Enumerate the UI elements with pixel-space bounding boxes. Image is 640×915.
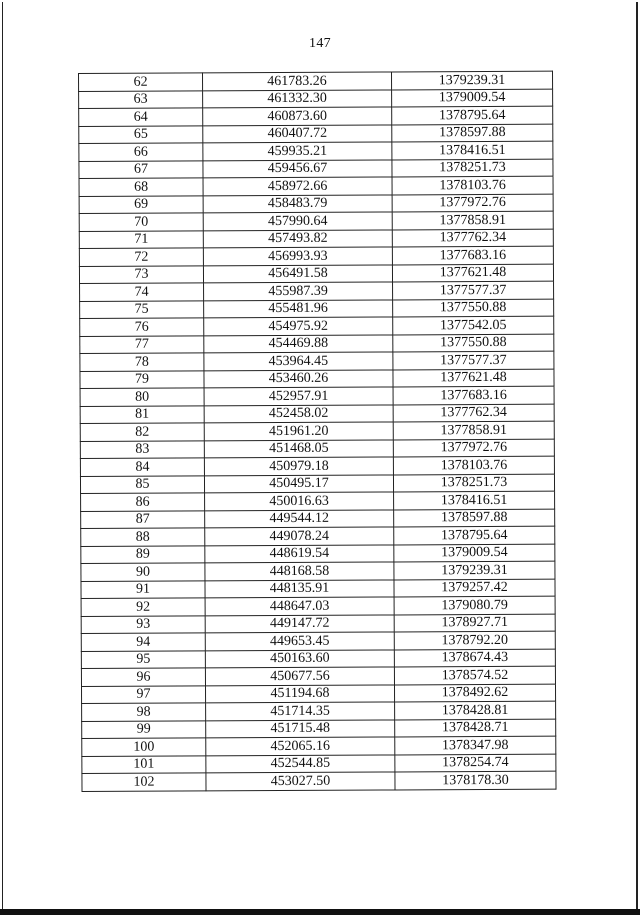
y-coordinate-cell: 1379009.54 [392,89,553,107]
x-coordinate-cell: 450016.63 [205,492,394,510]
x-coordinate-cell: 461783.26 [203,72,392,90]
x-coordinate-cell: 454469.88 [204,334,393,352]
table-row [80,386,554,406]
y-coordinate-cell: 1378795.64 [394,526,555,544]
y-coordinate-cell: 1379257.42 [394,579,555,597]
table-row [79,141,553,161]
y-coordinate-cell: 1377762.34 [393,404,554,422]
x-coordinate-cell: 450163.60 [205,649,394,667]
x-coordinate-cell: 449078.24 [205,527,394,545]
y-coordinate-cell: 1378574.52 [394,666,555,684]
y-coordinate-cell: 1377550.88 [393,334,554,352]
table-row [80,404,554,424]
table-row [82,736,556,756]
table-row [81,684,555,704]
table-row [80,299,554,319]
point-number-cell: 99 [82,720,206,738]
x-coordinate-cell: 449147.72 [205,614,394,632]
point-number-cell: 62 [79,73,203,91]
point-number-cell: 93 [81,615,205,633]
point-number-cell: 76 [80,318,204,336]
point-number-cell: 81 [80,405,204,423]
x-coordinate-cell: 449653.45 [205,632,394,650]
y-coordinate-cell: 1378795.64 [392,106,553,124]
point-number-cell: 100 [82,738,206,756]
y-coordinate-cell: 1379009.54 [394,544,555,562]
x-coordinate-cell: 450979.18 [204,457,393,475]
table-row [82,771,556,791]
x-coordinate-cell: 451468.05 [204,439,393,457]
table-row [80,421,554,441]
table-row [80,474,554,494]
table-row [80,351,554,371]
table-row [81,596,555,616]
table-row [81,631,555,651]
point-number-cell: 64 [79,108,203,126]
y-coordinate-cell: 1378428.71 [395,719,556,737]
y-coordinate-cell: 1378792.20 [394,631,555,649]
y-coordinate-cell: 1378103.76 [393,456,554,474]
point-number-cell: 80 [80,388,204,406]
y-coordinate-cell: 1377621.48 [393,369,554,387]
x-coordinate-cell: 454975.92 [204,317,393,335]
x-coordinate-cell: 460407.72 [203,124,392,142]
table-row [81,561,555,581]
y-coordinate-cell: 1377577.37 [393,351,554,369]
x-coordinate-cell: 452957.91 [204,387,393,405]
x-coordinate-cell: 457990.64 [203,212,392,230]
point-number-cell: 92 [81,598,205,616]
coordinate-table [78,71,557,792]
y-coordinate-cell: 1377972.76 [392,194,553,212]
point-number-cell: 65 [79,125,203,143]
y-coordinate-cell: 1377550.88 [393,299,554,317]
point-number-cell: 71 [79,230,203,248]
y-coordinate-cell: 1378428.81 [395,701,556,719]
y-coordinate-cell: 1378103.76 [392,176,553,194]
x-coordinate-cell: 451714.35 [206,702,395,720]
table-row [79,106,553,126]
x-coordinate-cell: 448647.03 [205,597,394,615]
x-coordinate-cell: 453964.45 [204,352,393,370]
point-number-cell: 67 [79,160,203,178]
y-coordinate-cell: 1378416.51 [392,141,553,159]
table-row [79,89,553,109]
table-row [79,211,553,231]
y-coordinate-cell: 1377972.76 [393,439,554,457]
y-coordinate-cell: 1378416.51 [394,491,555,509]
table-row [79,124,553,144]
point-number-cell: 94 [81,633,205,651]
y-coordinate-cell: 1378492.62 [394,684,555,702]
table-row [80,439,554,459]
table-row [80,281,554,301]
coordinate-table-body [79,71,557,791]
y-coordinate-cell: 1377858.91 [392,211,553,229]
point-number-cell: 101 [82,755,206,773]
table-row [81,579,555,599]
table-row [80,316,554,336]
x-coordinate-cell: 448168.58 [205,562,394,580]
x-coordinate-cell: 453460.26 [204,369,393,387]
point-number-cell: 79 [80,370,204,388]
table-row [79,159,553,179]
x-coordinate-cell: 457493.82 [203,229,392,247]
point-number-cell: 97 [81,685,205,703]
y-coordinate-cell: 1379239.31 [394,561,555,579]
table-row [81,649,555,669]
x-coordinate-cell: 459456.67 [203,159,392,177]
x-coordinate-cell: 456993.93 [203,247,392,265]
scan-bottom-edge [0,909,640,915]
point-number-cell: 74 [80,283,204,301]
y-coordinate-cell: 1379080.79 [394,596,555,614]
table-row [81,491,555,511]
x-coordinate-cell: 455481.96 [204,299,393,317]
point-number-cell: 69 [79,195,203,213]
table-row [82,754,556,774]
point-number-cell: 90 [81,563,205,581]
point-number-cell: 102 [82,773,206,791]
table-row [79,176,553,196]
table-row [82,701,556,721]
point-number-cell: 63 [79,90,203,108]
x-coordinate-cell: 455987.39 [204,282,393,300]
x-coordinate-cell: 451961.20 [204,422,393,440]
point-number-cell: 83 [80,440,204,458]
y-coordinate-cell: 1377621.48 [392,264,553,282]
x-coordinate-cell: 451715.48 [206,719,395,737]
x-coordinate-cell: 449544.12 [205,509,394,527]
y-coordinate-cell: 1378597.88 [392,124,553,142]
table-row [79,229,553,249]
x-coordinate-cell: 460873.60 [203,107,392,125]
point-number-cell: 70 [79,213,203,231]
x-coordinate-cell: 458972.66 [203,177,392,195]
point-number-cell: 82 [80,423,204,441]
y-coordinate-cell: 1377762.34 [392,229,553,247]
table-row [82,719,556,739]
x-coordinate-cell: 452544.85 [206,754,395,772]
table-row [80,369,554,389]
y-coordinate-cell: 1378254.74 [395,754,556,772]
y-coordinate-cell: 1377577.37 [393,281,554,299]
table-row [81,509,555,529]
table-row [80,334,554,354]
point-number-cell: 66 [79,143,203,161]
point-number-cell: 77 [80,335,204,353]
point-number-cell: 85 [80,475,204,493]
x-coordinate-cell: 459935.21 [203,142,392,160]
table-row [80,456,554,476]
point-number-cell: 73 [79,265,203,283]
point-number-cell: 96 [81,668,205,686]
y-coordinate-cell: 1377683.16 [392,246,553,264]
table-row [79,264,553,284]
point-number-cell: 68 [79,178,203,196]
y-coordinate-cell: 1378251.73 [393,474,554,492]
y-coordinate-cell: 1378674.43 [394,649,555,667]
x-coordinate-cell: 450677.56 [205,667,394,685]
y-coordinate-cell: 1379239.31 [391,71,552,89]
x-coordinate-cell: 458483.79 [203,194,392,212]
x-coordinate-cell: 461332.30 [203,89,392,107]
point-number-cell: 84 [80,458,204,476]
y-coordinate-cell: 1377858.91 [393,421,554,439]
table-row [81,544,555,564]
table-row [79,71,553,91]
x-coordinate-cell: 453027.50 [206,772,395,790]
y-coordinate-cell: 1378347.98 [395,736,556,754]
point-number-cell: 72 [79,248,203,266]
point-number-cell: 91 [81,580,205,598]
point-number-cell: 98 [82,703,206,721]
y-coordinate-cell: 1378927.71 [394,614,555,632]
y-coordinate-cell: 1378178.30 [395,771,556,789]
point-number-cell: 89 [81,545,205,563]
point-number-cell: 78 [80,353,204,371]
y-coordinate-cell: 1378597.88 [394,509,555,527]
point-number-cell: 88 [81,528,205,546]
point-number-cell: 95 [81,650,205,668]
page-number: 147 [309,36,331,51]
y-coordinate-cell: 1377542.05 [393,316,554,334]
x-coordinate-cell: 456491.58 [203,264,392,282]
x-coordinate-cell: 450495.17 [204,474,393,492]
point-number-cell: 87 [81,510,205,528]
table-row [81,614,555,634]
point-number-cell: 75 [80,300,204,318]
x-coordinate-cell: 452065.16 [206,737,395,755]
point-number-cell: 86 [81,493,205,511]
x-coordinate-cell: 452458.02 [204,404,393,422]
table-row [81,526,555,546]
x-coordinate-cell: 448619.54 [205,544,394,562]
table-row [79,194,553,214]
table-row [79,246,553,266]
table-row [81,666,555,686]
x-coordinate-cell: 448135.91 [205,579,394,597]
x-coordinate-cell: 451194.68 [205,684,394,702]
y-coordinate-cell: 1378251.73 [392,159,553,177]
y-coordinate-cell: 1377683.16 [393,386,554,404]
